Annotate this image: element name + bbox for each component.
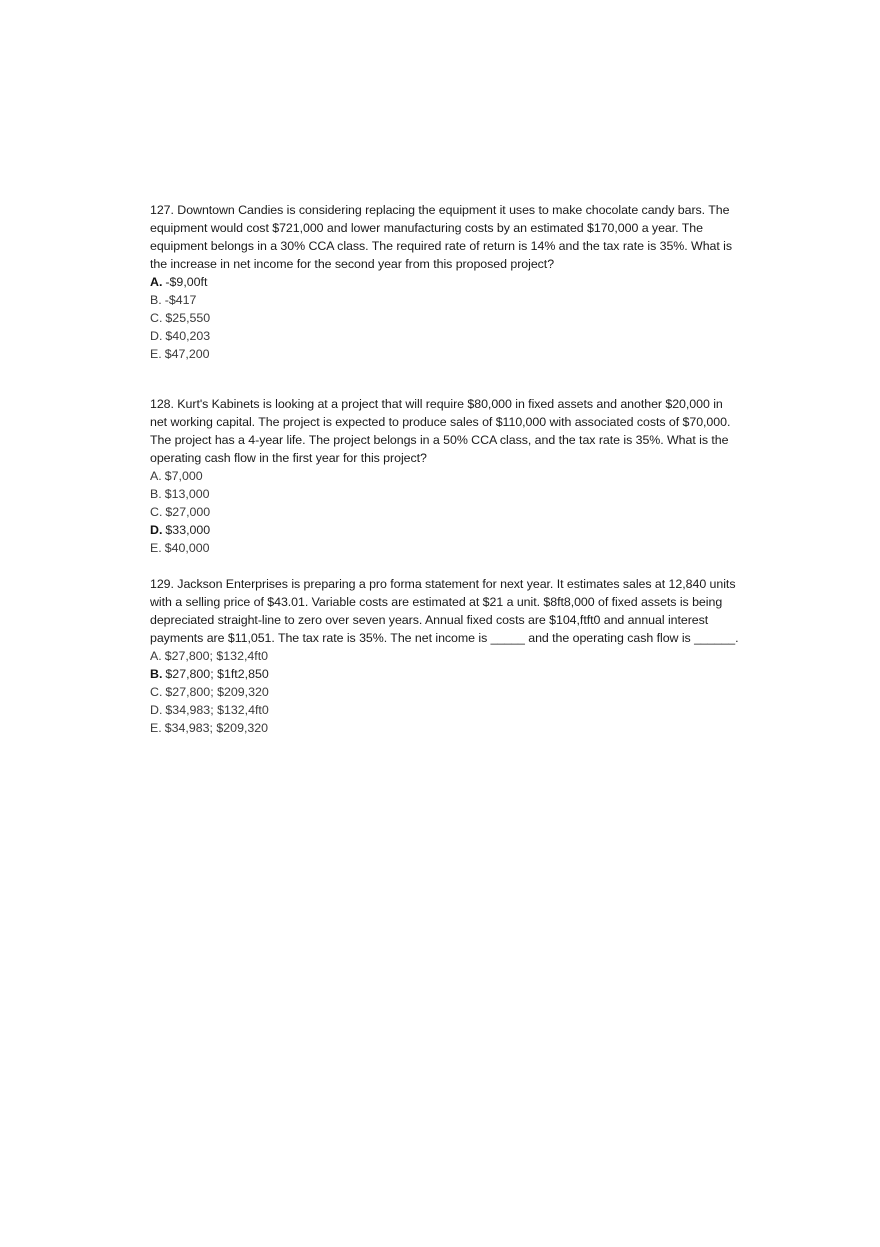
question-text: 129. Jackson Enterprises is preparing a pro forma statement for next year. It estimates sales at 12,840 units with a selling price of $43.01. Variable costs are estimated at $21 a unit. $8ft8,000 of fixed assets is being depreciated straight-line to zero over seven years. Annual fixed costs are $104,ftft0 and annual interest payments are $11,051. The tax rate is 35%. The net income is _____ and the operating cash flow is ______. — [150, 577, 739, 645]
option-e — [150, 345, 740, 363]
answer-options — [150, 647, 740, 737]
option-letter: B. — [150, 487, 162, 501]
option-value: $13,000 — [164, 487, 210, 501]
option-letter: B. — [150, 293, 162, 307]
answer-options — [150, 273, 740, 363]
option-letter: D. — [150, 703, 163, 717]
option-letter: C. — [150, 505, 163, 519]
option-a — [150, 273, 740, 291]
option-letter: A. — [150, 469, 162, 483]
question-129 — [150, 575, 740, 737]
document-content — [150, 201, 740, 737]
option-c — [150, 503, 740, 521]
option-value: $34,983; $132,4ft0 — [165, 703, 269, 717]
question-128 — [150, 395, 740, 557]
option-letter: C. — [150, 685, 163, 699]
question-text: 127. Downtown Candies is considering replacing the equipment it uses to make chocolate candy bars. The equipment would cost $721,000 and lower manufacturing costs by an estimated $170,000 a year. The equipment belongs in a 30% CCA class. The required rate of return is 14% and the tax rate is 35%. What is the increase in net income for the second year from this proposed project? — [150, 203, 733, 271]
option-b — [150, 665, 740, 683]
option-value: $34,983; $209,320 — [164, 721, 269, 735]
option-d — [150, 521, 740, 539]
option-c — [150, 309, 740, 327]
question-127 — [150, 201, 740, 363]
option-c — [150, 683, 740, 701]
option-value: -$417 — [164, 293, 197, 307]
answer-options — [150, 467, 740, 557]
option-letter: A. — [150, 649, 162, 663]
option-letter: E. — [150, 721, 162, 735]
option-d — [150, 701, 740, 719]
option-value: $47,200 — [164, 347, 210, 361]
option-value: $27,800; $209,320 — [165, 685, 269, 699]
option-value: $25,550 — [165, 311, 211, 325]
option-letter: E. — [150, 347, 162, 361]
option-letter: A. — [150, 275, 163, 289]
option-b — [150, 485, 740, 503]
option-letter: E. — [150, 541, 162, 555]
option-value: $7,000 — [164, 469, 203, 483]
option-value: -$9,00ft — [165, 275, 208, 289]
option-a — [150, 647, 740, 665]
option-value: $27,800; $132,4ft0 — [164, 649, 269, 663]
option-value: $27,800; $1ft2,850 — [165, 667, 269, 681]
option-value: $33,000 — [165, 523, 211, 537]
option-e — [150, 719, 740, 737]
option-value: $40,000 — [164, 541, 210, 555]
option-a — [150, 467, 740, 485]
option-letter: D. — [150, 523, 163, 537]
option-e — [150, 539, 740, 557]
option-b — [150, 291, 740, 309]
option-letter: C. — [150, 311, 163, 325]
option-d — [150, 327, 740, 345]
option-letter: B. — [150, 667, 163, 681]
question-text: 128. Kurt's Kabinets is looking at a project that will require $80,000 in fixed assets and another $20,000 in net working capital. The project is expected to produce sales of $110,000 with associated costs of $70,000. The project has a 4-year life. The project belongs in a 50% CCA class, and the tax rate is 35%. What is the operating cash flow in the first year for this project? — [150, 397, 731, 465]
option-value: $27,000 — [165, 505, 211, 519]
option-letter: D. — [150, 329, 163, 343]
option-value: $40,203 — [165, 329, 211, 343]
